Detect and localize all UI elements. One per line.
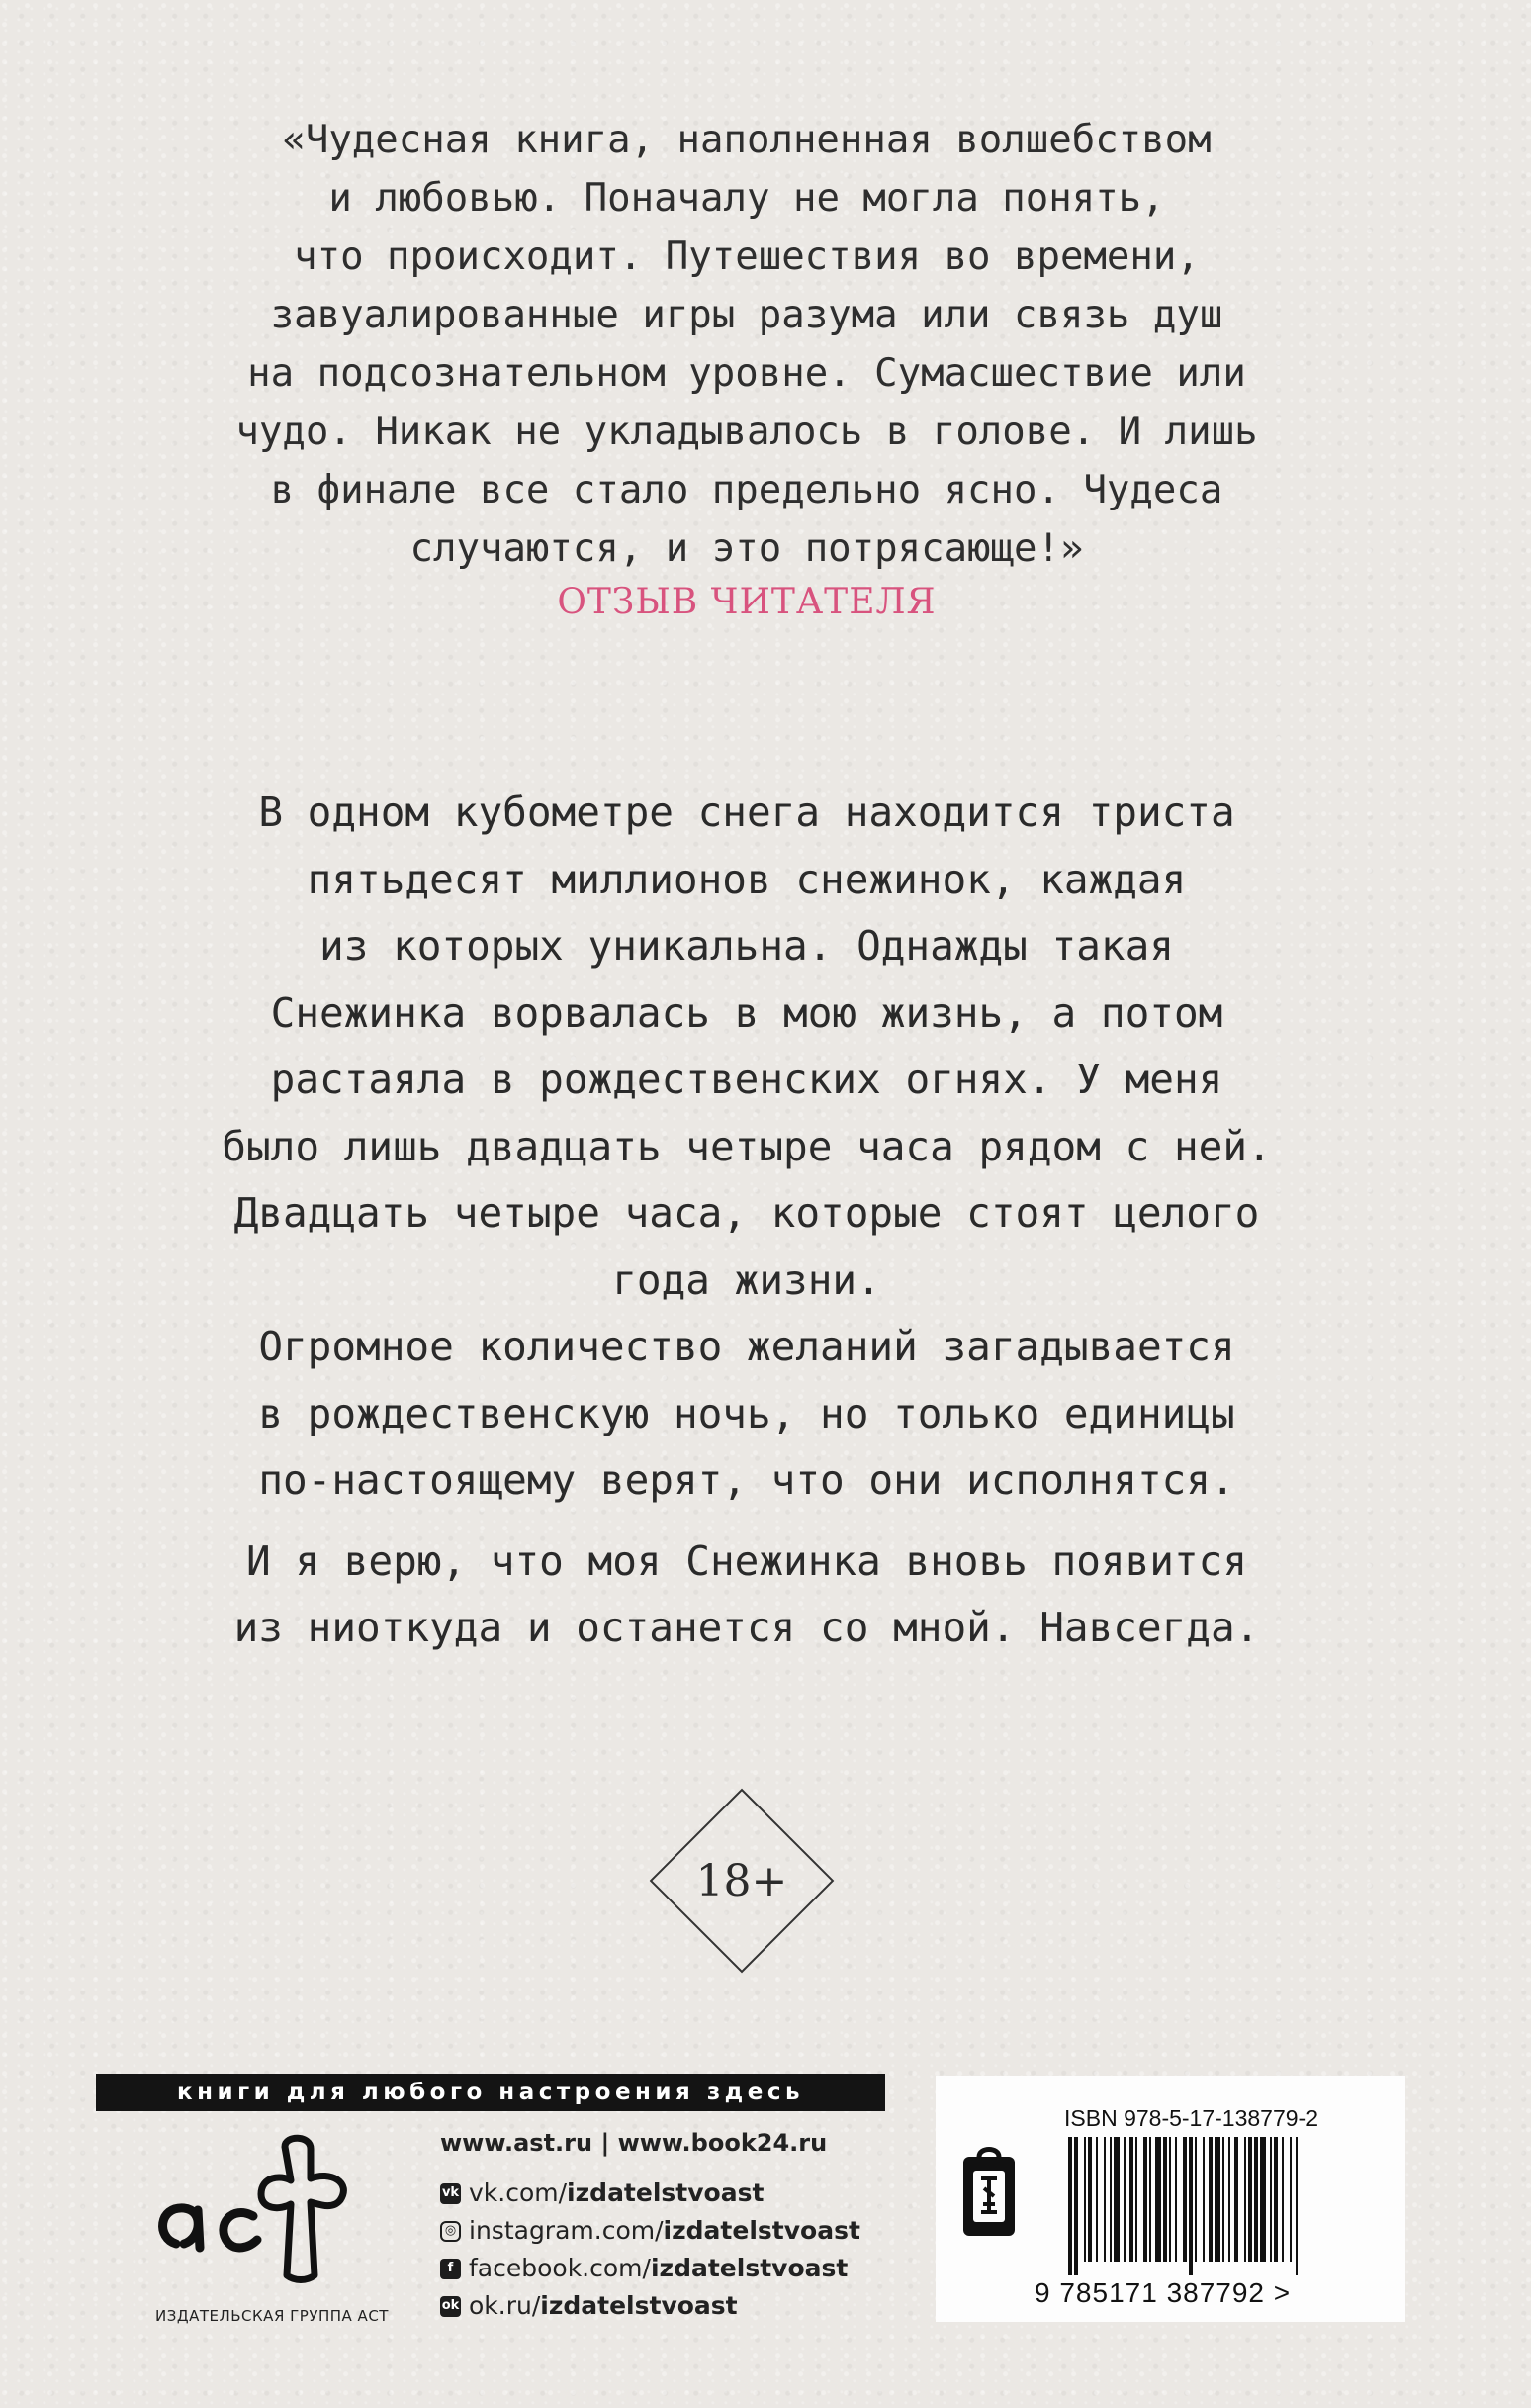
lantern-icon <box>957 2147 1021 2242</box>
barcode-bar <box>1254 2137 1258 2262</box>
barcode-bar <box>1270 2137 1272 2262</box>
barcode-bar <box>1175 2137 1177 2262</box>
barcode-bar <box>1296 2137 1298 2275</box>
reader-review-quote <box>168 111 1325 578</box>
link-prefix: ok.ru/ <box>469 2291 541 2320</box>
annotation-line: из которых уникальна. Однажды такая <box>319 922 1174 970</box>
isbn-barcode <box>1064 2137 1371 2275</box>
annotation-line: И я верю, что моя Снежинка вновь появится <box>245 1536 1248 1585</box>
barcode-bar <box>1244 2137 1246 2262</box>
link-prefix: vk.com/ <box>469 2178 568 2207</box>
barcode-bar <box>1222 2137 1224 2262</box>
annotation-line: В одном кубометре снега находится триста <box>258 788 1235 836</box>
publisher-tagline: книги для любого настроения здесь <box>96 2074 885 2111</box>
barcode-bar <box>1234 2137 1238 2262</box>
barcode-bar <box>1129 2137 1133 2262</box>
barcode-bar <box>1169 2137 1171 2262</box>
annotation-line: было лишь двадцать четыре часа рядом с ней. <box>222 1122 1272 1170</box>
annotation-line: растаяла в рождественских огнях. У меня <box>270 1056 1223 1103</box>
link-handle: izdatelstvoast <box>663 2216 860 2245</box>
quote-line: чудо. Никак не укладывалось в голове. И лишь <box>235 410 1258 454</box>
barcode-bar <box>1114 2137 1120 2262</box>
vk-link[interactable] <box>440 2175 935 2212</box>
vk-icon: vk <box>440 2183 461 2204</box>
link-prefix: instagram.com/ <box>469 2216 664 2245</box>
isbn-barcode-block <box>936 2076 1405 2322</box>
barcode-bar <box>1203 2137 1205 2262</box>
barcode-bar <box>1189 2137 1193 2275</box>
barcode-bar <box>1260 2137 1266 2262</box>
link-prefix: facebook.com/ <box>469 2254 651 2282</box>
quote-line: в финале все стало предельно ясно. Чудеса <box>270 468 1223 512</box>
quote-line: случаются, и это потрясающе!» <box>409 526 1084 571</box>
barcode-bar <box>1282 2137 1284 2262</box>
barcode-bar <box>1215 2137 1220 2262</box>
barcode-bar <box>1124 2137 1126 2262</box>
age-rating-text: 18+ <box>695 1855 788 1906</box>
ast-logo <box>136 2127 394 2295</box>
facebook-icon: f <box>440 2259 461 2279</box>
barcode-bar <box>1084 2137 1086 2262</box>
ast-logo-icon <box>136 2127 394 2295</box>
barcode-bar <box>1088 2137 1092 2262</box>
barcode-bar <box>1110 2137 1112 2262</box>
barcode-bar <box>1155 2137 1161 2262</box>
odnoklassniki-icon: ok <box>440 2296 461 2317</box>
quote-line: что происходит. Путешествия во времени, <box>294 234 1200 279</box>
link-handle: izdatelstvoast <box>567 2178 765 2207</box>
barcode-bar <box>1068 2137 1072 2275</box>
barcode-bar <box>1163 2137 1167 2262</box>
quote-line: на подсознательном уровне. Сумасшествие или <box>247 351 1246 396</box>
facebook-link[interactable] <box>440 2250 935 2287</box>
barcode-bar <box>1195 2137 1197 2262</box>
quote-line: «Чудесная книга, наполненная волшебством <box>282 118 1212 162</box>
annotation-line: по-настоящему верят, что они исполнятся. <box>258 1456 1235 1504</box>
instagram-icon: ◎ <box>440 2221 461 2242</box>
barcode-bar <box>1149 2137 1151 2262</box>
barcode-bar <box>1183 2137 1187 2262</box>
annotation-line: Снежинка ворвалась в мою жизнь, а потом <box>270 988 1223 1037</box>
barcode-bar <box>1104 2137 1106 2262</box>
annotation-line: пятьдесят миллионов снежинок, каждая <box>307 855 1187 903</box>
annotation-line: в рождественскую ночь, но только единицы <box>258 1389 1235 1437</box>
publisher-websites[interactable]: www.ast.ru | www.book24.ru <box>440 2129 828 2157</box>
book-annotation <box>119 780 1375 1662</box>
barcode-bar <box>1096 2137 1098 2262</box>
annotation-line: из ниоткуда и останется со мной. Навсегда. <box>233 1604 1260 1651</box>
quote-attribution: ОТЗЫВ ЧИТАТЕЛЯ <box>557 582 937 622</box>
age-rating-badge <box>645 1784 839 1978</box>
odnoklassniki-link[interactable] <box>440 2287 935 2325</box>
barcode-bar <box>1290 2137 1292 2262</box>
quote-line: завуалированные игры разума или связь душ <box>270 293 1223 337</box>
barcode-bar <box>1074 2137 1078 2275</box>
annotation-line: Двадцать четыре часа, которые стоят целого <box>233 1189 1260 1237</box>
barcode-digits: 9 785171 387792 > <box>1035 2277 1292 2308</box>
quote-line: и любовью. Поначалу не могла понять, <box>328 176 1165 221</box>
barcode-bar <box>1228 2137 1230 2262</box>
barcode-bar <box>1143 2137 1147 2262</box>
annotation-line: года жизни. <box>612 1255 881 1304</box>
link-handle: izdatelstvoast <box>540 2291 738 2320</box>
instagram-link[interactable] <box>440 2212 935 2250</box>
barcode-bar <box>1274 2137 1278 2262</box>
annotation-line: Огромное количество желаний загадывается <box>258 1323 1235 1370</box>
barcode-bar <box>1209 2137 1213 2262</box>
link-handle: izdatelstvoast <box>650 2254 849 2282</box>
publisher-links <box>440 2129 935 2325</box>
barcode-bar <box>1135 2137 1137 2262</box>
ast-logo-caption: ИЗДАТЕЛЬСКАЯ ГРУППА АСТ <box>155 2307 389 2325</box>
isbn-number: ISBN 978-5-17-138779-2 <box>1064 2105 1318 2131</box>
barcode-bar <box>1248 2137 1252 2262</box>
paragraph-gap <box>119 1515 1375 1528</box>
